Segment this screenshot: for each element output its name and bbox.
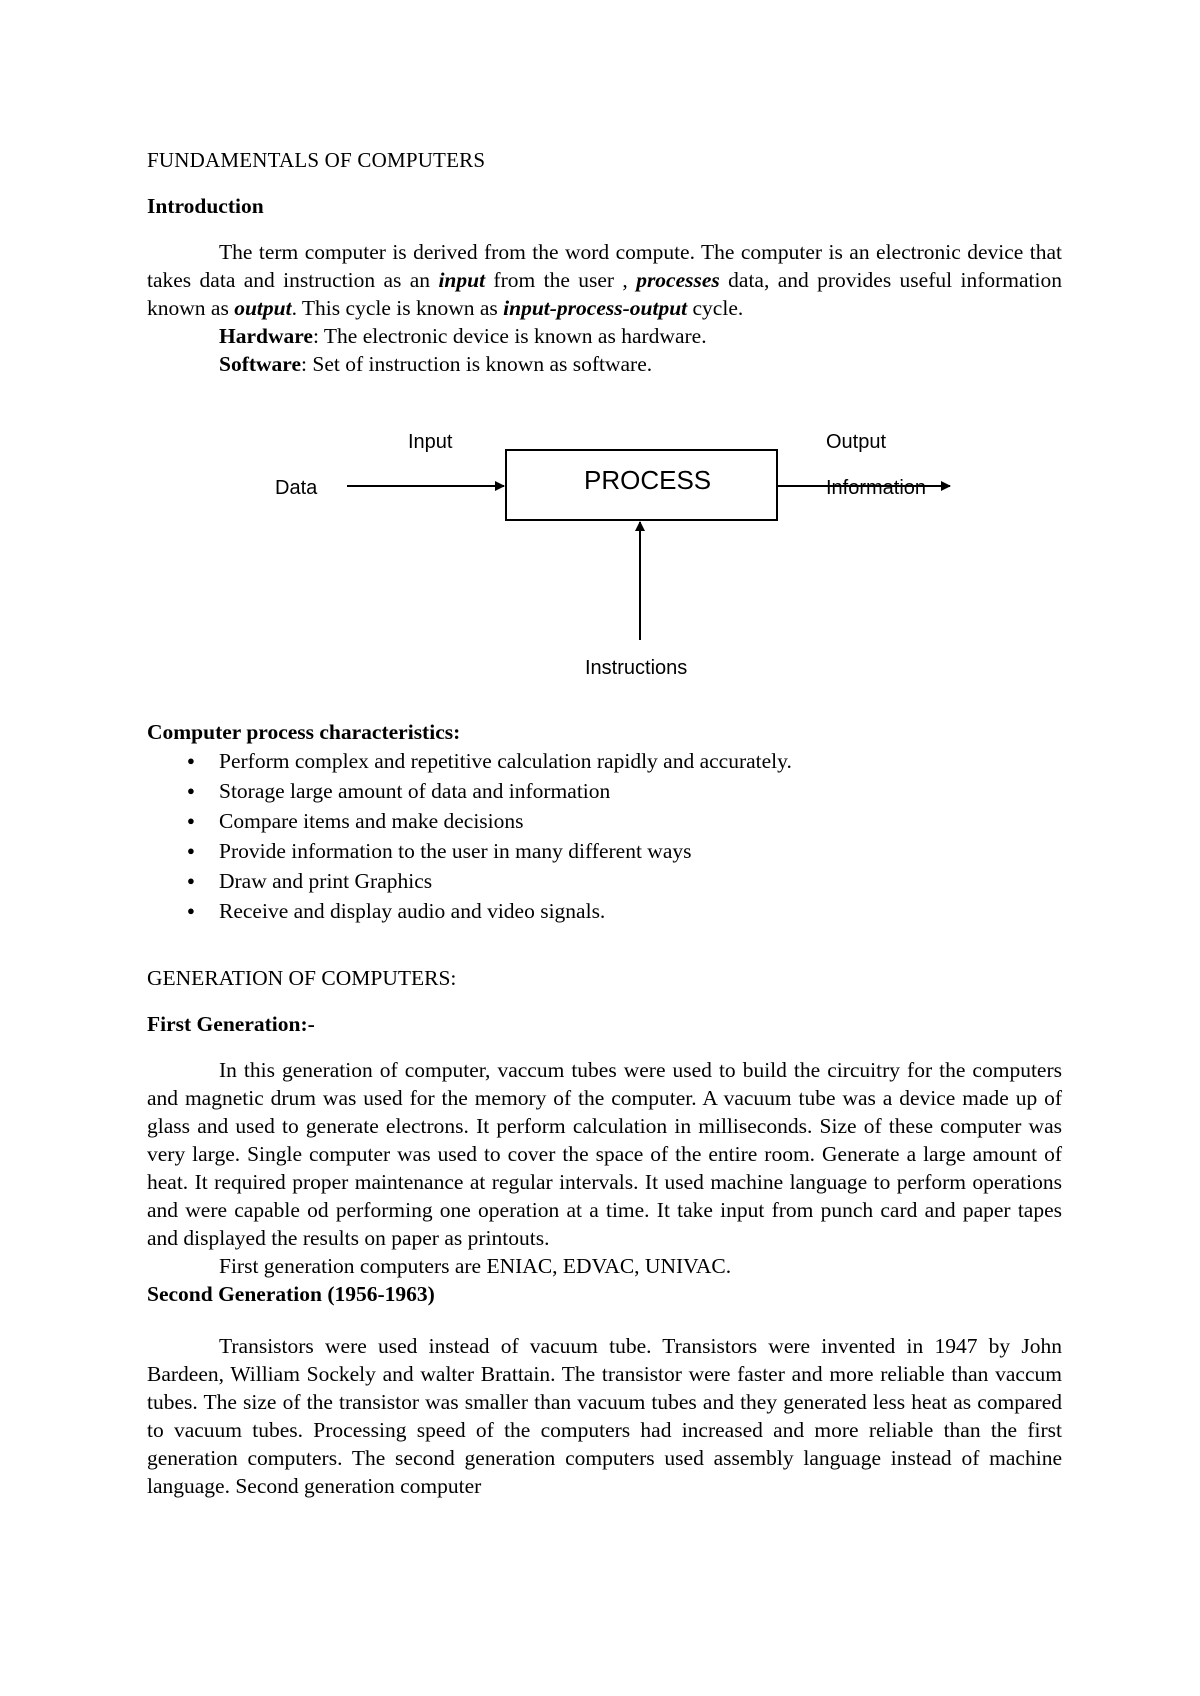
intro-heading: Introduction <box>147 194 264 218</box>
term-processes: processes <box>636 268 720 292</box>
list-item: ● Receive and display audio and video signals. <box>147 896 1062 926</box>
ipo-diagram <box>147 408 1062 708</box>
document-page <box>147 146 1062 1500</box>
list-item: ● Draw and print Graphics <box>147 866 1062 896</box>
term-ipo: input-process-output <box>503 296 688 320</box>
term-output: output <box>234 296 292 320</box>
list-item: ● Perform complex and repetitive calculation rapidly and accurately. <box>147 746 1062 776</box>
intro-paragraph: The term computer is derived from the word compute. The computer is an electronic device that takes data and instruction as an input from the user , processes data, and provides useful information known as output. This cycle is known as input-process-output cycle. <box>147 240 1062 320</box>
list-item: ● Provide information to the user in many different ways <box>147 836 1062 866</box>
characteristics-list <box>147 746 1062 926</box>
instructions-label: Instructions <box>585 657 688 679</box>
generations-heading: GENERATION OF COMPUTERS: <box>147 966 457 990</box>
input-label: Input <box>408 431 453 453</box>
process-label: PROCESS <box>584 465 712 495</box>
term-input: input <box>438 268 486 292</box>
information-label: Information <box>826 477 927 499</box>
first-generation-heading: First Generation:- <box>147 1012 315 1036</box>
hardware-definition: Hardware: The electronic device is known as hardware. <box>219 324 707 348</box>
data-label: Data <box>275 477 318 499</box>
document-title: FUNDAMENTALS OF COMPUTERS <box>147 148 486 172</box>
list-item: ● Compare items and make decisions <box>147 806 1062 836</box>
list-item: ● Storage large amount of data and information <box>147 776 1062 806</box>
first-generation-examples: First generation computers are ENIAC, EDVAC, UNIVAC. <box>219 1254 732 1278</box>
software-definition: Software: Set of instruction is known as software. <box>219 352 653 376</box>
characteristics-heading: Computer process characteristics: <box>147 720 461 744</box>
output-label: Output <box>826 431 887 453</box>
first-generation-paragraph: In this generation of computer, vaccum tubes were used to build the circuitry for the computers and magnetic drum was used for the memory of the computer. A vacuum tube was a device made up of glass and used to generate electrons. It perform calculation in milliseconds. Size of these computer was very large. Single computer was used to cover the space of the entire room. Generate a large amount of heat. It required proper maintenance at regular intervals. It used machine language to perform operations and were capable od performing one operation at a time. It take input from punch card and paper tapes and displayed the results on paper as printouts. <box>147 1058 1062 1250</box>
second-generation-heading: Second Generation (1956-1963) <box>147 1282 435 1306</box>
second-generation-paragraph: Transistors were used instead of vacuum tube. Transistors were invented in 1947 by John Bardeen, William Sockely and walter Brattain. The transistor were faster and more reliable than vaccum tubes. The size of the transistor was smaller than vacuum tubes and they generated less heat as compared to vacuum tubes. Processing speed of the computers had increased and more reliable than the first generation computers. The second generation computers used assembly language instead of machine language. Second generation computer <box>147 1334 1062 1498</box>
